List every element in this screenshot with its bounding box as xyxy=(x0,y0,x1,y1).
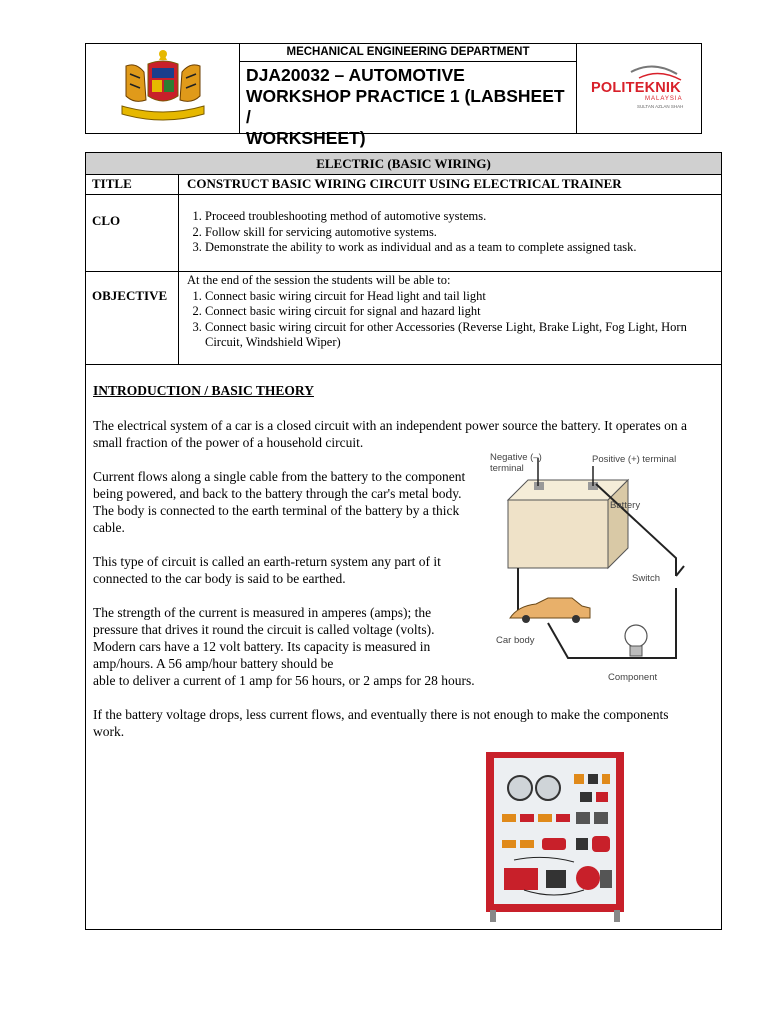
electrical-trainer-image xyxy=(484,750,626,922)
politeknik-logo-cell xyxy=(577,44,701,133)
course-title-line-1: DJA20032 – AUTOMOTIVE xyxy=(246,65,465,85)
clo-item: 1. Proceed troubleshooting method of automotive systems. xyxy=(205,209,721,225)
course-title-line-3: WORKSHEET) xyxy=(246,128,366,148)
objective-item: 3. Connect basic wiring circuit for other Accessories (Reverse Light, Brake Light, Fog Light, Horn Circuit, Windshield Wiper) xyxy=(205,320,721,351)
switch-label: Switch xyxy=(632,573,660,584)
title-label: TITLE xyxy=(86,175,179,194)
positive-terminal-label: Positive (+) terminal xyxy=(592,454,677,465)
objective-item: 1. Connect basic wiring circuit for Head light and tail light xyxy=(205,289,721,305)
politeknik-wordmark: POLITEKNIK xyxy=(591,80,681,96)
department-name: MECHANICAL ENGINEERING DEPARTMENT xyxy=(240,44,576,62)
car-body-label: Car body xyxy=(496,635,535,646)
introduction-heading: INTRODUCTION / BASIC THEORY xyxy=(93,383,314,398)
objective-item: 2. Connect basic wiring circuit for signal and hazard light xyxy=(205,304,721,320)
objective-list xyxy=(187,289,721,351)
politeknik-subtitle: MALAYSIA xyxy=(645,96,683,102)
logo-cell xyxy=(86,44,240,133)
clo-row xyxy=(86,195,721,272)
course-title-line-2: WORKSHOP PRACTICE 1 (LABSHEET / xyxy=(246,86,565,127)
component-label: Component xyxy=(608,672,658,683)
electrical-trainer-icon xyxy=(484,750,626,922)
title-value: CONSTRUCT BASIC WIRING CIRCUIT USING ELECTRICAL TRAINER xyxy=(187,176,622,191)
section-heading: ELECTRIC (BASIC WIRING) xyxy=(86,153,721,175)
clo-label: CLO xyxy=(86,195,179,271)
header-middle-cell xyxy=(240,44,577,148)
intro-paragraph-2: Current flows along a single cable from the battery to the component being powered, and back to the battery through the car's metal body. The body is connected to the earth terminal of the battery by a thick cable. xyxy=(93,469,466,535)
course-title xyxy=(240,62,576,152)
objective-intro: At the end of the session the students will be able to: xyxy=(187,273,451,287)
objective-row xyxy=(86,272,721,365)
title-row xyxy=(86,175,721,195)
clo-item: 2. Follow skill for servicing automotive systems. xyxy=(205,225,721,241)
clo-list xyxy=(187,195,721,256)
clo-content xyxy=(179,195,721,271)
negative-terminal-label: Negative (–) xyxy=(490,452,542,463)
intro-p4a-text: The strength of the current is measured in amperes (amps); the pressure that drives it round the circuit is called voltage (volts). Modern cars have a 12 volt battery. Its capacity is measured in amp/hours. A 56 amp/hour battery should be xyxy=(93,605,435,671)
earth-return-circuit-diagram xyxy=(488,438,698,688)
document-header xyxy=(85,43,702,148)
intro-p1-text: The electrical system of a car is a closed circuit with an independent power source the battery. It operates on a small fraction of the power of a household circuit. xyxy=(93,418,688,450)
battery-label: Battery xyxy=(610,500,641,511)
coat-of-arms-icon xyxy=(86,44,240,132)
circuit-diagram-icon xyxy=(488,438,698,688)
objective-label: OBJECTIVE xyxy=(86,272,179,364)
intro-p4b-text: able to deliver a current of 1 amp for 56 hours, or 2 amps for 28 hours. xyxy=(93,673,475,688)
intro-paragraph-3: This type of circuit is called an earth-return system any part of it connected to the car body is said to be earthed. xyxy=(93,554,441,586)
politeknik-subtitle-2: SULTAN AZLAN SHAH xyxy=(637,104,684,109)
intro-paragraph-5: If the battery voltage drops, less current flows, and eventually there is not enough to make the components work. xyxy=(93,707,669,739)
negative-terminal-label-2: terminal xyxy=(490,463,524,474)
objective-content xyxy=(179,272,721,364)
clo-item: 3. Demonstrate the ability to work as individual and as a team to complete assigned task. xyxy=(205,240,721,256)
